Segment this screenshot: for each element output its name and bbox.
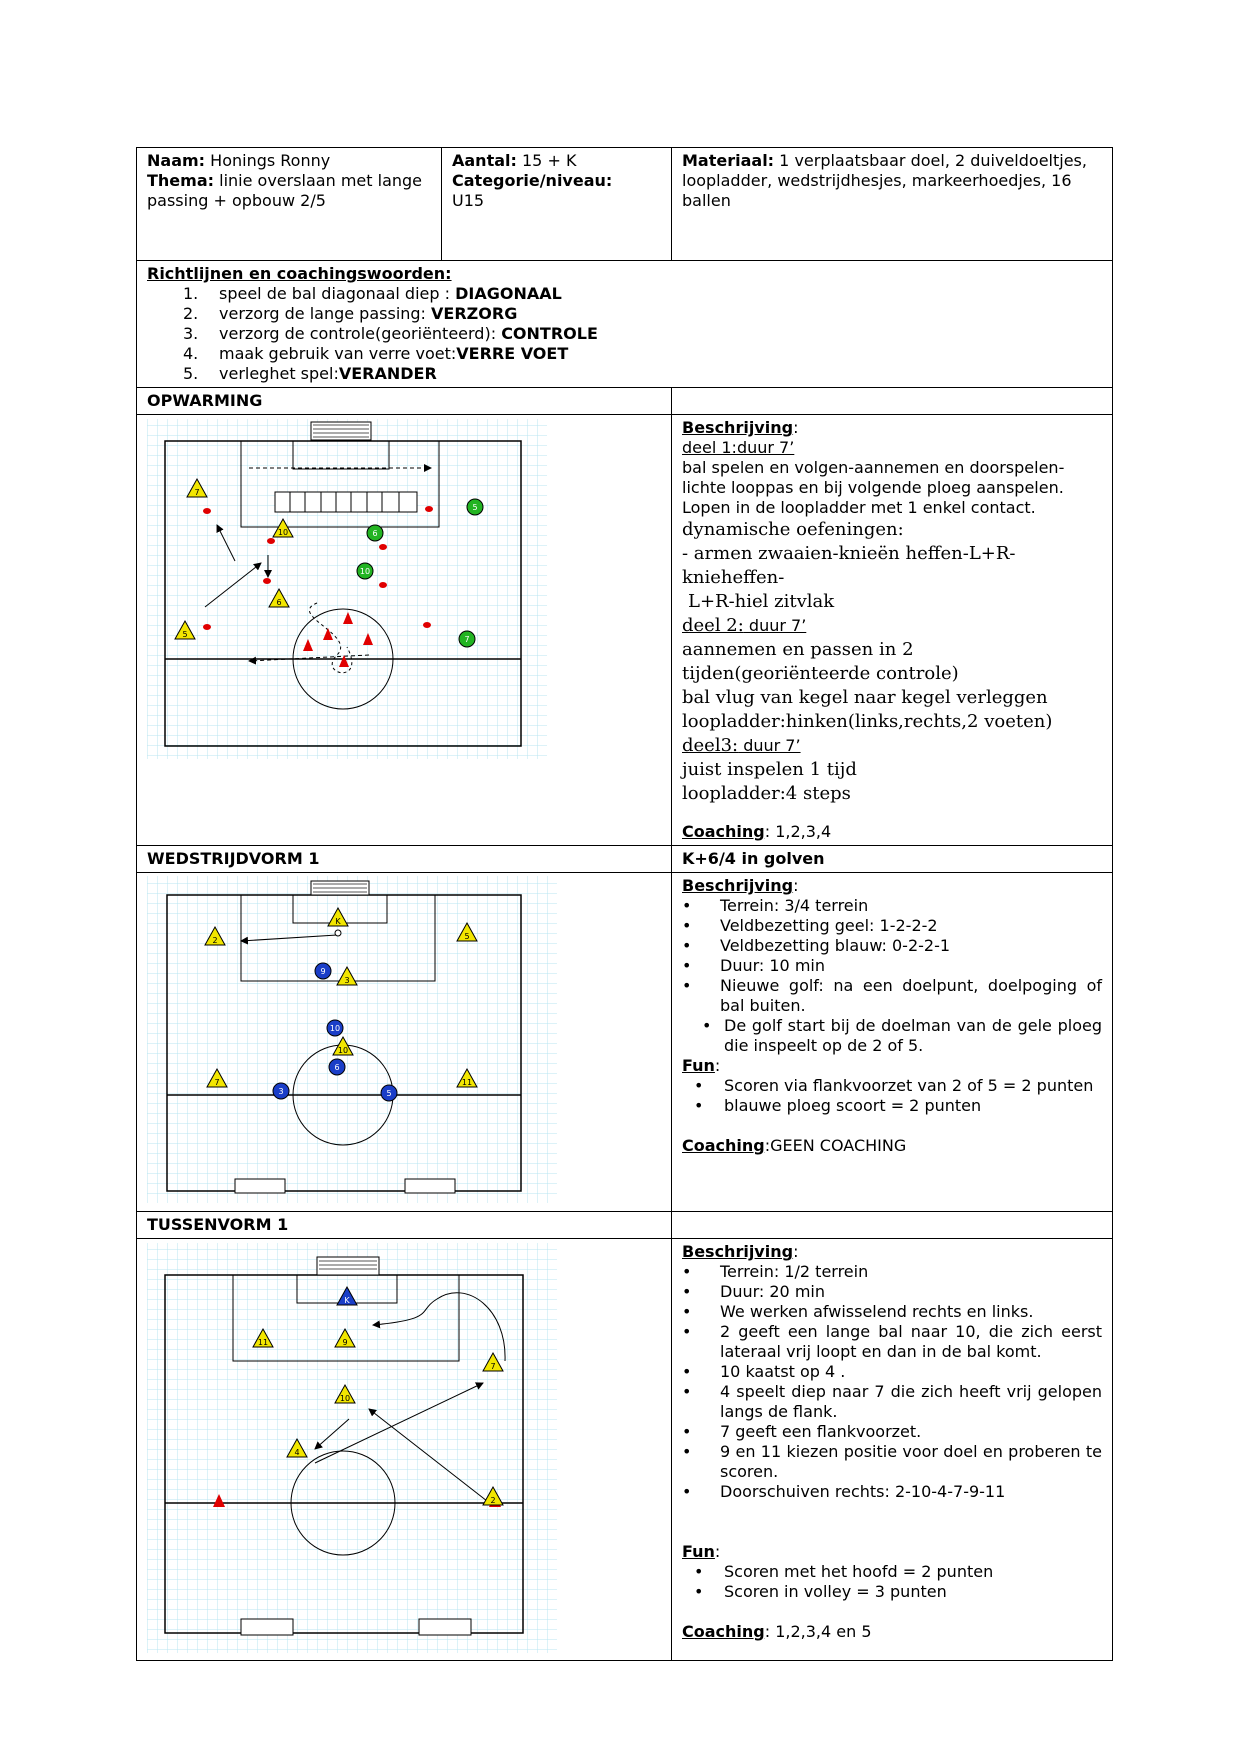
- svg-text:3: 3: [278, 1087, 284, 1096]
- list-item: • Scoren in volley = 3 punten: [682, 1582, 1102, 1602]
- coaching-value: : 1,2,3,4 en 5: [764, 1622, 872, 1641]
- tussenvorm-list: [682, 1262, 1102, 1502]
- player-marker: [381, 1085, 397, 1101]
- naam-label: Naam:: [147, 151, 206, 170]
- svg-text:3: 3: [344, 976, 350, 985]
- beschrijving-label: Beschrijving: [682, 876, 794, 895]
- wedstrijdvorm-diagram: [137, 873, 561, 1206]
- svg-text:K: K: [335, 917, 341, 926]
- list-item: • 4 speelt diep naar 7 die zich heeft vrij gelopen langs de flank.: [682, 1382, 1102, 1422]
- materiaal-cell: [672, 148, 1113, 261]
- beschrijving-label: Beschrijving: [682, 418, 794, 437]
- lesson-table: [136, 147, 1113, 1661]
- list-item: • Nieuwe golf: na een doelpunt, doelpoging of bal buiten.: [682, 976, 1102, 1016]
- opwarming-text: bal vlug van kegel naar kegel verleggen: [682, 687, 1048, 708]
- categorie-value: U15: [452, 191, 485, 210]
- opwarming-title-right: [672, 388, 1113, 415]
- fun-label: Fun: [682, 1542, 715, 1561]
- aantal-value: 15 + K: [522, 151, 577, 170]
- opwarming-diagram: [137, 415, 561, 823]
- svg-text:10: 10: [277, 528, 289, 537]
- svg-text:9: 9: [320, 967, 326, 976]
- player-marker: [459, 631, 475, 647]
- opwarming-text: juist inspelen 1 tijd: [682, 759, 857, 780]
- naam-value: Honings Ronny: [210, 151, 331, 170]
- opwarming-text: loopladder:hinken(links,rechts,2 voeten): [682, 711, 1053, 732]
- naam-cell: [137, 148, 442, 261]
- deel3-label: deel3:: [682, 735, 739, 756]
- svg-text:11: 11: [257, 1338, 269, 1347]
- player-marker: [327, 1020, 343, 1036]
- svg-text:6: 6: [276, 598, 282, 607]
- small-goal-left: [235, 1179, 285, 1193]
- svg-text:9: 9: [342, 1338, 348, 1347]
- ball: [335, 930, 341, 936]
- player-marker: [367, 525, 383, 541]
- svg-text:10: 10: [337, 1046, 349, 1055]
- loopladder: [275, 492, 417, 512]
- svg-text:2: 2: [490, 1496, 496, 1505]
- svg-text:4: 4: [294, 1448, 300, 1457]
- coaching-label: Coaching: [682, 1136, 765, 1155]
- small-goal-right: [405, 1179, 455, 1193]
- coaching-label: Coaching: [682, 1622, 765, 1641]
- opwarming-text: - armen zwaaien-knieën heffen-L+R-knieheffen-: [682, 543, 1016, 588]
- opwarming-text: dynamische oefeningen:: [682, 519, 904, 540]
- list-item: • 9 en 11 kiezen positie voor doel en proberen te scoren.: [682, 1442, 1102, 1482]
- player-marker: [329, 1059, 345, 1075]
- list-item: • Terrein: 3/4 terrein: [682, 896, 1102, 916]
- list-item: • Duur: 10 min: [682, 956, 1102, 976]
- wedstrijdvorm-subtitle: K+6/4 in golven: [672, 846, 1113, 873]
- list-item: • Scoren met het hoofd = 2 punten: [682, 1562, 1102, 1582]
- opwarming-title: OPWARMING: [137, 388, 672, 415]
- svg-text:2: 2: [212, 936, 218, 945]
- list-item: • We werken afwisselend rechts en links.: [682, 1302, 1102, 1322]
- list-item: • blauwe ploeg scoort = 2 punten: [682, 1096, 1102, 1116]
- coaching-label: Coaching: [682, 822, 765, 841]
- list-item: • Veldbezetting geel: 1-2-2-2: [682, 916, 1102, 936]
- deel3-duration: duur 7’: [738, 736, 801, 755]
- player-marker: [315, 963, 331, 979]
- deel2-label: deel 2:: [682, 615, 744, 636]
- aantal-label: Aantal:: [452, 151, 517, 170]
- list-item: 5. verleghet spel:VERANDER: [183, 364, 437, 383]
- grid-background: [147, 876, 557, 1203]
- small-goal-left: [241, 1619, 293, 1635]
- coaching-value: :GEEN COACHING: [764, 1136, 907, 1155]
- deel1-label: deel 1:duur 7’: [682, 438, 795, 457]
- svg-text:6: 6: [372, 529, 378, 538]
- aantal-cell: [442, 148, 672, 261]
- list-item: • Scoren via flankvoorzet van 2 of 5 = 2 punten: [682, 1076, 1102, 1096]
- wedstrijdvorm-sublist: [682, 1016, 1102, 1056]
- player-marker: [357, 563, 373, 579]
- richtlijnen-list: [147, 284, 1102, 384]
- fun-list: [682, 1076, 1102, 1116]
- categorie-label: Categorie/niveau:: [452, 171, 613, 190]
- tussenvorm-title-right: [672, 1212, 1113, 1239]
- svg-text:5: 5: [464, 932, 470, 941]
- player-marker: [273, 1083, 289, 1099]
- opwarming-text: aannemen en passen in 2 tijden(georiënteerde controle): [682, 639, 959, 684]
- svg-text:7: 7: [464, 635, 470, 644]
- svg-text:7: 7: [194, 488, 200, 497]
- coaching-value: : 1,2,3,4: [764, 822, 832, 841]
- deel2-duration: duur 7’: [743, 616, 807, 635]
- svg-text:7: 7: [214, 1078, 220, 1087]
- list-item: • 2 geeft een lange bal naar 10, die zich eerst lateraal vrij loopt en dan in de bal komt.: [682, 1322, 1102, 1362]
- svg-text:K: K: [344, 1296, 350, 1305]
- lesson-sheet: [136, 147, 1112, 1661]
- fun-label: Fun: [682, 1056, 715, 1075]
- opwarming-diagram-cell: [137, 415, 672, 846]
- wedstrijdvorm-diagram-cell: [137, 873, 672, 1212]
- list-item: • Duur: 20 min: [682, 1282, 1102, 1302]
- list-item: • Doorschuiven rechts: 2-10-4-7-9-11: [682, 1482, 1102, 1502]
- richtlijnen-title: Richtlijnen en coachingswoorden:: [147, 264, 452, 283]
- svg-text:11: 11: [461, 1078, 473, 1087]
- list-item: 4. maak gebruik van verre voet:VERRE VOET: [183, 344, 569, 363]
- beschrijving-label: Beschrijving: [682, 1242, 794, 1261]
- svg-text:5: 5: [386, 1089, 392, 1098]
- player-marker: [467, 499, 483, 515]
- materiaal-label: Materiaal:: [682, 151, 775, 170]
- svg-text:10: 10: [359, 567, 371, 576]
- svg-text:7: 7: [490, 1362, 496, 1371]
- tussenvorm-description: Beschrijving: • Terrein: 1/2 terrein • Duur: 20 min • We werken afwisselend rechts en links. • 2 geeft een lange bal naar 10, die zich eerst lateraal vrij loopt en dan in de bal komt. • 10 kaatst op 4 . • 4 speelt diep naar 7 die zich heeft vrij gelopen langs de flank. • 7 geeft een flankvoorzet. • 9 en 11 kiezen positie voor doel en proberen te scoren. • Doorschuiven rechts: 2-10-4-7-9-11 Fun: • Scoren met het hoofd = 2 punten • Scoren in volley = 3 punten Coaching: 1,2,3,4 en 5: [672, 1239, 1113, 1661]
- opwarming-description: Beschrijving: deel 1:duur 7’ bal spelen en volgen-aannemen en doorspelen-lichte looppas en bij volgende ploeg aanspelen. Lopen in de loopladder met 1 enkel contact. dynamische oefeningen: - armen zwaaien-knieën heffen-L+R-knieheffen- L+R-hiel zitvlak deel 2: duur 7’ aannemen en passen in 2 tijden(georiënteerde controle) bal vlug van kegel naar kegel verleggen loopladder:hinken(links,rechts,2 voeten) deel3: duur 7’ juist inspelen 1 tijd loopladder:4 steps Coaching: 1,2,3,4: [672, 415, 1113, 846]
- svg-text:10: 10: [329, 1024, 341, 1033]
- svg-text:5: 5: [182, 630, 188, 639]
- materiaal-value: 1 verplaatsbaar doel, 2 duiveldoeltjes, loopladder, wedstrijdhesjes, markeerhoedjes, 16 ballen: [682, 151, 1087, 210]
- richtlijnen-cell: [137, 261, 1113, 388]
- tussenvorm-title: TUSSENVORM 1: [137, 1212, 672, 1239]
- opwarming-text: L+R-hiel zitvlak: [688, 591, 835, 612]
- small-goal-right: [419, 1619, 471, 1635]
- list-item: 2. verzorg de lange passing: VERZORG: [183, 304, 518, 323]
- list-item: • 10 kaatst op 4 .: [682, 1362, 1102, 1382]
- opwarming-text: Lopen in de loopladder met 1 enkel contact.: [682, 498, 1036, 517]
- thema-label: Thema:: [147, 171, 215, 190]
- opwarming-text: loopladder:4 steps: [682, 783, 851, 804]
- list-item: • Terrein: 1/2 terrein: [682, 1262, 1102, 1282]
- svg-text:5: 5: [472, 503, 478, 512]
- list-item: • Veldbezetting blauw: 0-2-2-1: [682, 936, 1102, 956]
- tussenvorm-diagram: [137, 1239, 561, 1655]
- tussenvorm-diagram-cell: [137, 1239, 672, 1661]
- list-item: • De golf start bij de doelman van de gele ploeg die inspeelt op de 2 of 5.: [682, 1016, 1102, 1056]
- list-item: • 7 geeft een flankvoorzet.: [682, 1422, 1102, 1442]
- fun-list: [682, 1562, 1102, 1602]
- opwarming-text: bal spelen en volgen-aannemen en doorspelen-lichte looppas en bij volgende ploeg aanspelen.: [682, 458, 1065, 497]
- grid-background: [147, 419, 547, 759]
- wedstrijdvorm-description: Beschrijving: • Terrein: 3/4 terrein • Veldbezetting geel: 1-2-2-2 • Veldbezetting blauw: 0-2-2-1 • Duur: 10 min • Nieuwe golf: na een doelpunt, doelpoging of bal buiten. • De golf start bij de doelman van de gele ploeg die inspeelt op de 2 of 5. Fun: • Scoren via flankvoorzet van 2 of 5 = 2 punten • blauwe ploeg scoort = 2 punten Coaching:GEEN COACHING: [672, 873, 1113, 1212]
- svg-text:10: 10: [339, 1394, 351, 1403]
- svg-text:6: 6: [334, 1063, 340, 1072]
- thema-value: linie overslaan met lange passing + opbouw 2/5: [147, 171, 423, 210]
- goal: [317, 1257, 379, 1275]
- list-item: 1. speel de bal diagonaal diep : DIAGONAAL: [183, 284, 562, 303]
- wedstrijdvorm-list: [682, 896, 1102, 1016]
- wedstrijdvorm-title: WEDSTRIJDVORM 1: [137, 846, 672, 873]
- list-item: 3. verzorg de controle(georiënteerd): CONTROLE: [183, 324, 598, 343]
